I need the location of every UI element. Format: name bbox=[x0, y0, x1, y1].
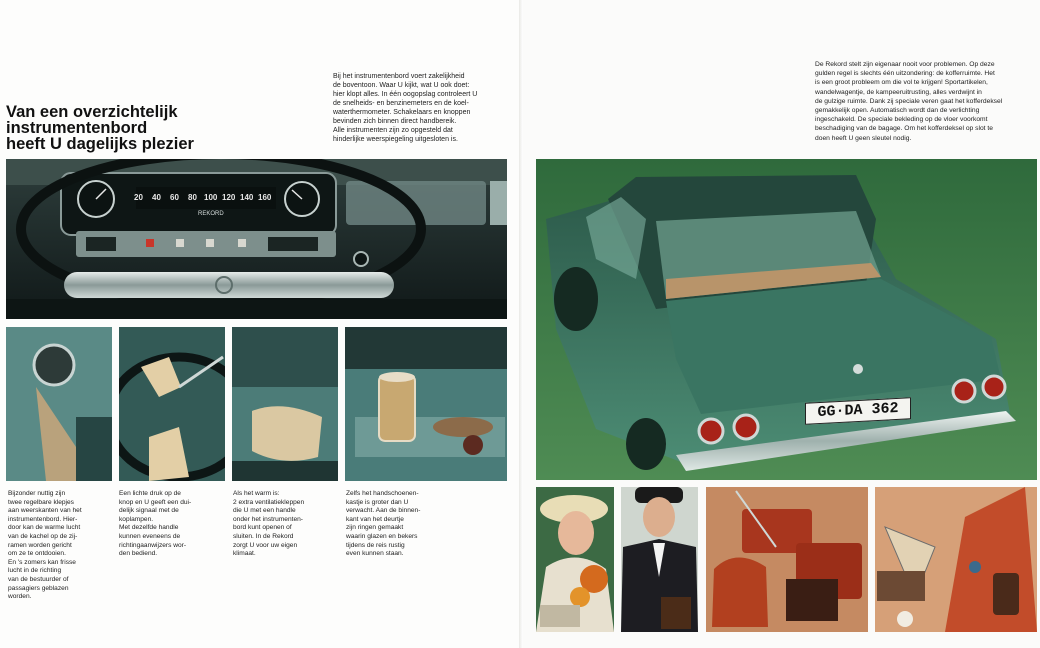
luggage-illustration bbox=[706, 487, 868, 632]
speedometer-tick: 40 bbox=[152, 193, 161, 202]
dashboard-photo bbox=[6, 159, 507, 319]
caption-glovebox: Zelfs het handschoenen- kastje is groter dan U verwacht. Aan de binnen- kant van het deurtje zijn ringen gemaakt waarin glazen en bekers tijdens de reis rustig even kunnen staan. bbox=[346, 490, 421, 558]
steering-horn-bar bbox=[64, 272, 394, 298]
speedometer-tick: 60 bbox=[170, 193, 179, 202]
taillight bbox=[699, 419, 723, 443]
speedometer-tick: 100 bbox=[204, 193, 218, 202]
taillight bbox=[953, 380, 975, 402]
woman-hat-illustration bbox=[536, 487, 614, 632]
headline-line: Van een overzichtelijk bbox=[6, 103, 178, 121]
glovebox-illustration bbox=[345, 327, 507, 481]
headline-line: instrumentenbord bbox=[6, 119, 148, 137]
speedometer-tick: 20 bbox=[134, 193, 143, 202]
car-illustration bbox=[536, 159, 1037, 480]
photo-headlight-lever bbox=[119, 327, 225, 481]
dashboard-illustration bbox=[6, 159, 507, 319]
page-headline bbox=[6, 104, 236, 152]
headlight-lever-illustration bbox=[119, 327, 225, 481]
trunk-intro-text: De Rekord stelt zijn eigenaar nooit voor problemen. Op deze gulden regel is slechts één uitzondering: de kofferruimte. Het is een groot probleem om die vol te krijgen! Sportartikelen, wandelwagentje, de kampeeruitrusting, alles verdwijnt in de gulzige ruimte. Dank zij speciale veren gaat het kofferdeksel gemakkelijk open. Automatisch wordt dan de verlichting ingeschakeld. De speciale bekleding op de vloer voorkomt beschadiging van de bagage. Om het kofferdeksel op slot te doen heeft U geen sleutel nodig. bbox=[815, 61, 1003, 142]
photo-ventilation-flap bbox=[232, 327, 338, 481]
headline-line: heeft U dagelijks plezier bbox=[6, 135, 194, 153]
page-spine bbox=[519, 0, 523, 648]
speedometer-tick: 120 bbox=[222, 193, 236, 202]
photo-glovebox bbox=[345, 327, 507, 481]
photo-woman-hat bbox=[536, 487, 614, 632]
man-hat-illustration bbox=[621, 487, 698, 632]
photo-camping-gear bbox=[875, 487, 1037, 632]
car-rear-photo bbox=[536, 159, 1037, 480]
caption-headlight-lever: Een lichte druk op de knop en U geeft een dui- delijk signaal met de koplampen. Met dezelfde handle kunnen eveneens de richtingaanwijzers wor- den bediend. bbox=[119, 490, 192, 558]
ventilation-flap-illustration bbox=[232, 327, 338, 481]
photo-luggage bbox=[706, 487, 868, 632]
license-plate: GG·DA 362 bbox=[805, 397, 911, 425]
taillight bbox=[734, 415, 758, 439]
speedometer-tick: 140 bbox=[240, 193, 254, 202]
caption-air-vent: Bijzonder nuttig zijn twee regelbare klepjes aan weerskanten van het instrumentenbord. Hier- door kan de warme lucht van de kachel op de zij- ramen worden gericht om ze te ontdooien. En 's zomers kan frisse lucht in de richting van de bestuurder of passagiers geblazen worden. bbox=[8, 490, 82, 601]
dashboard-intro-text: Bij het instrumentenbord voert zakelijkheid de boventoon. Waar U kijkt, wat U ook doet: hier klopt alles. In één oogopslag controleert U de snelheids- en benzinemeters en de koel- waterthermometer. Schakelaars en knoppen bevinden zich binnen direct handbereik. Alle instrumenten zijn zo opgesteld dat hinderlijke weerspiegeling uitgesloten is. bbox=[333, 73, 478, 143]
air-vent-illustration bbox=[6, 327, 112, 481]
photo-air-vent bbox=[6, 327, 112, 481]
speedometer-tick: 80 bbox=[188, 193, 197, 202]
camping-gear-illustration bbox=[875, 487, 1037, 632]
caption-ventilation-flap: Als het warm is: 2 extra ventilatiekleppen die U met een handle onder het instrumenten- bord kunt openen of sluiten. In de Rekord zorgt U voor uw eigen klimaat. bbox=[233, 490, 305, 558]
photo-man-hat bbox=[621, 487, 698, 632]
taillight bbox=[983, 376, 1005, 398]
speedometer-tick: 160 bbox=[258, 193, 272, 202]
dashboard-badge: REKORD bbox=[198, 211, 224, 217]
